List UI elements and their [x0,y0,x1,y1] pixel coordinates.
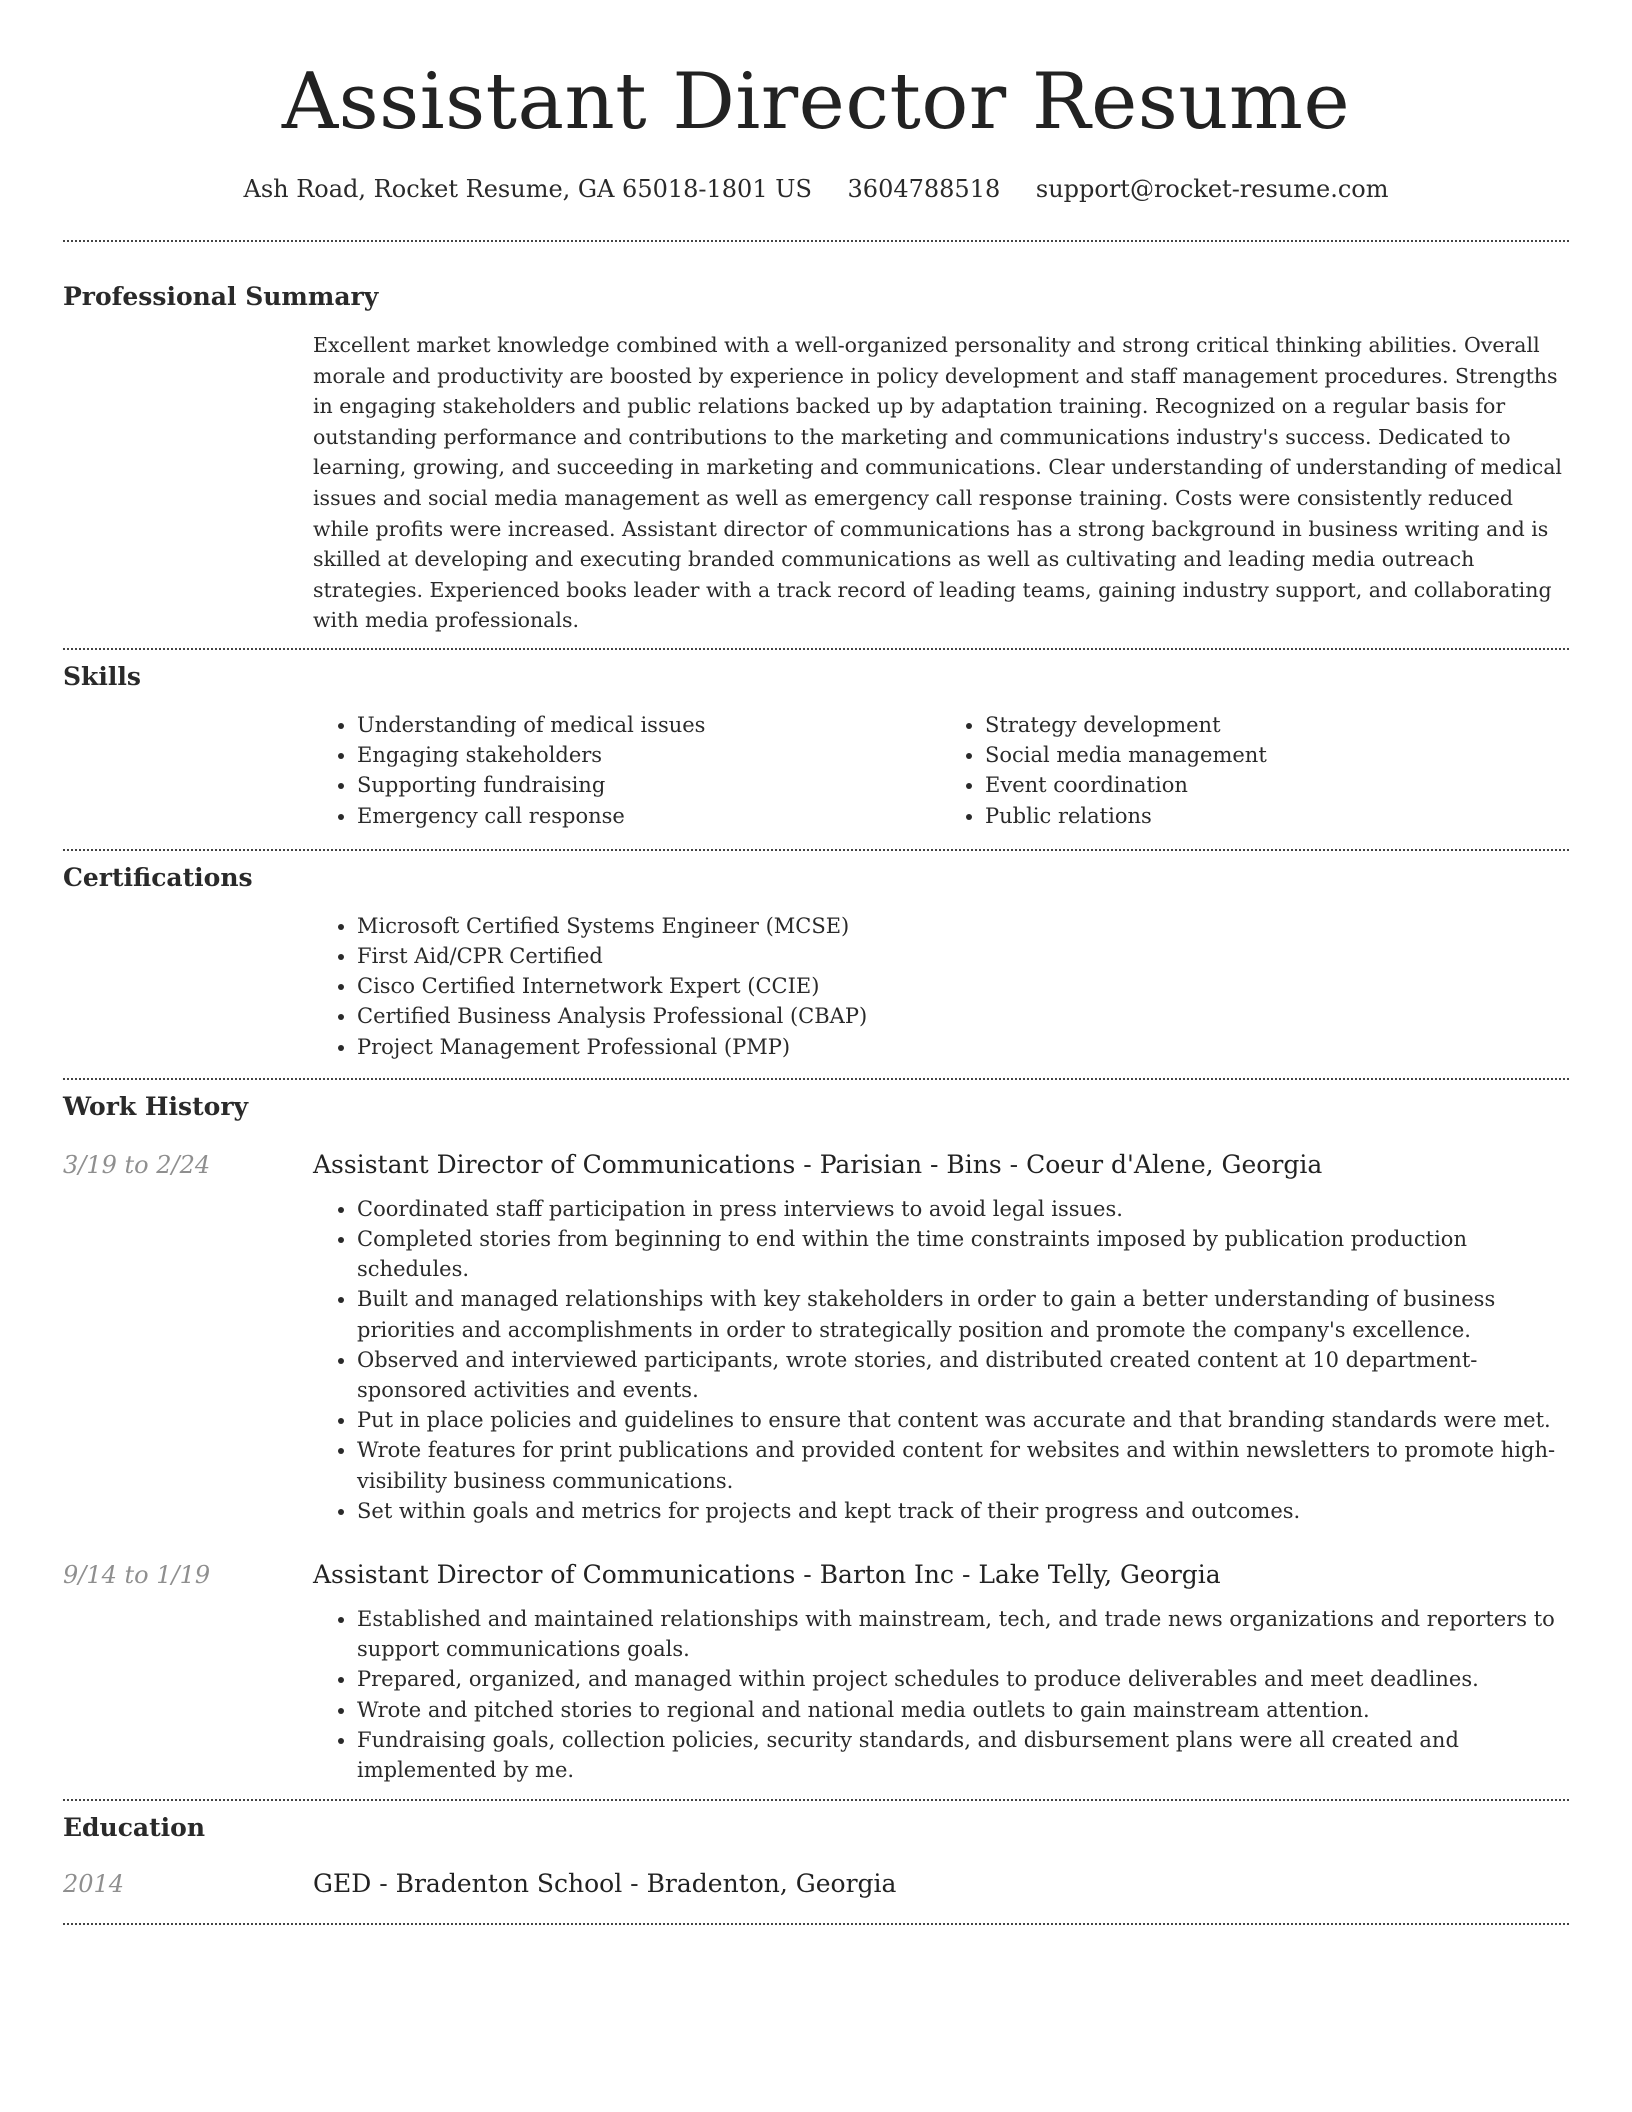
certifications-list [313,911,1569,1062]
job-dates: 3/19 to 2/24 [63,1150,211,1179]
skill-item: • Public relations [985,801,1569,831]
skills-list-left [313,710,941,831]
skill-item: • Event coordination [985,770,1569,800]
contact-line [63,172,1569,206]
job-bullet: • Built and managed relationships with key stakeholders in order to gain a better understanding of business priorities and accomplishments in order to strategically position and promote the company's excellence. [357,1284,1569,1344]
education-school: Bradenton School [395,1869,623,1899]
job-bullet: • Established and maintained relationships with mainstream, tech, and trade news organizations and reporters to support communications goals. [357,1604,1569,1664]
contact-email[interactable]: support@rocket-resume.com [1035,175,1389,203]
job-bullet: • Set within goals and metrics for projects and kept track of their progress and outcomes. [357,1496,1569,1526]
skill-item: • Engaging stakeholders [357,740,941,770]
contact-phone: 3604788518 [847,175,1001,203]
education-year: 2014 [63,1870,125,1899]
skill-item: • Supporting fundraising [357,770,941,800]
job-entry [63,1148,1569,1526]
job-bullet: • Wrote features for print publications and provided content for websites and within newsletters to promote high-visibility business communications. [357,1435,1569,1495]
skills-list-right [941,710,1569,831]
job-bullet: • Coordinated staff participation in press interviews to avoid legal issues. [357,1194,1569,1224]
job-bullet: • Fundraising goals, collection policies, security standards, and disbursement plans were all created and implemented by me. [357,1725,1569,1785]
job-bullet: • Put in place policies and guidelines to ensure that content was accurate and that branding standards were met. [357,1405,1569,1435]
certification-item: • Cisco Certified Internetwork Expert (CCIE) [357,971,1569,1001]
work-history-heading: Work History [63,1091,249,1121]
skills-section [63,650,1569,849]
skills-grid [313,710,1569,831]
work-history-section [63,1080,1569,1799]
job-heading: Assistant Director of Communications - Barton Inc - Lake Telly, Georgia [313,1560,1221,1589]
skill-item: • Social media management [985,740,1569,770]
skill-item: • Emergency call response [357,801,941,831]
summary-section [63,242,1569,648]
certifications-heading: Certifications [63,862,253,892]
job-bullet: • Wrote and pitched stories to regional and national media outlets to gain mainstream attention. [357,1695,1569,1725]
job-bullet: • Prepared, organized, and managed within project schedules to produce deliverables and meet deadlines. [357,1664,1569,1694]
job-title: Assistant Director of Communications [313,1149,796,1179]
job-bullets [313,1604,1569,1785]
job-location: Coeur d'Alene, Georgia [1026,1149,1323,1179]
education-entry [63,1867,1569,1901]
job-company: Parisian - Bins [819,1149,1002,1179]
job-bullet: • Completed stories from beginning to end within the time constraints imposed by publication production schedules. [357,1224,1569,1284]
certification-item: • First Aid/CPR Certified [357,941,1569,971]
education-heading: Education [63,1813,206,1843]
job-entry [63,1558,1569,1785]
job-location: Lake Telly, Georgia [978,1560,1221,1589]
education-location: Bradenton, Georgia [646,1869,897,1899]
skill-item: • Understanding of medical issues [357,710,941,740]
contact-address: Ash Road, Rocket Resume, GA 65018-1801 US [243,175,812,203]
job-title: Assistant Director of Communications [313,1560,796,1589]
summary-heading: Professional Summary [63,282,379,311]
job-heading: Assistant Director of Communications - Parisian - Bins - Coeur d'Alene, Georgia [313,1149,1323,1179]
certifications-section [63,851,1569,1078]
education-degree: GED [313,1869,372,1899]
job-dates: 9/14 to 1/19 [63,1561,211,1589]
skill-item: • Strategy development [985,710,1569,740]
education-heading-line: GED - Bradenton School - Bradenton, Georgia [313,1869,897,1899]
job-company: Barton Inc [819,1560,955,1589]
summary-text: Excellent market knowledge combined with a well-organized personality and strong critical thinking abilities. Overall morale and productivity are boosted by experience in policy development and staff management procedures. Strengths in engaging stakeholders and public relations backed up by adaptation training. Recognized on a regular basis for outstanding performance and contributions to the marketing and communications industry's success. Dedicated to learning, growing, and succeeding in marketing and communications. Clear understanding of understanding of medical issues and social media management as well as emergency call response training. Costs were consistently reduced while profits were increased. Assistant director of communications has a strong background in business writing and is skilled at developing and executing branded communications as well as cultivating and leading media outreach strategies. Experienced books leader with a track record of leading teams, gaining industry support, and collaborating with media professionals. [313,333,1562,633]
certification-item: • Certified Business Analysis Professional (CBAP) [357,1001,1569,1031]
certification-item: • Microsoft Certified Systems Engineer (MCSE) [357,911,1569,941]
divider [63,1923,1569,1925]
resume-title: Assistant Director Resume [281,57,1351,147]
skills-heading: Skills [63,661,141,691]
certification-item: • Project Management Professional (PMP) [357,1032,1569,1062]
job-bullet: • Observed and interviewed participants, wrote stories, and distributed created content at 10 department-sponsored activities and events. [357,1345,1569,1405]
job-bullets [313,1194,1569,1526]
education-section [63,1801,1569,1923]
